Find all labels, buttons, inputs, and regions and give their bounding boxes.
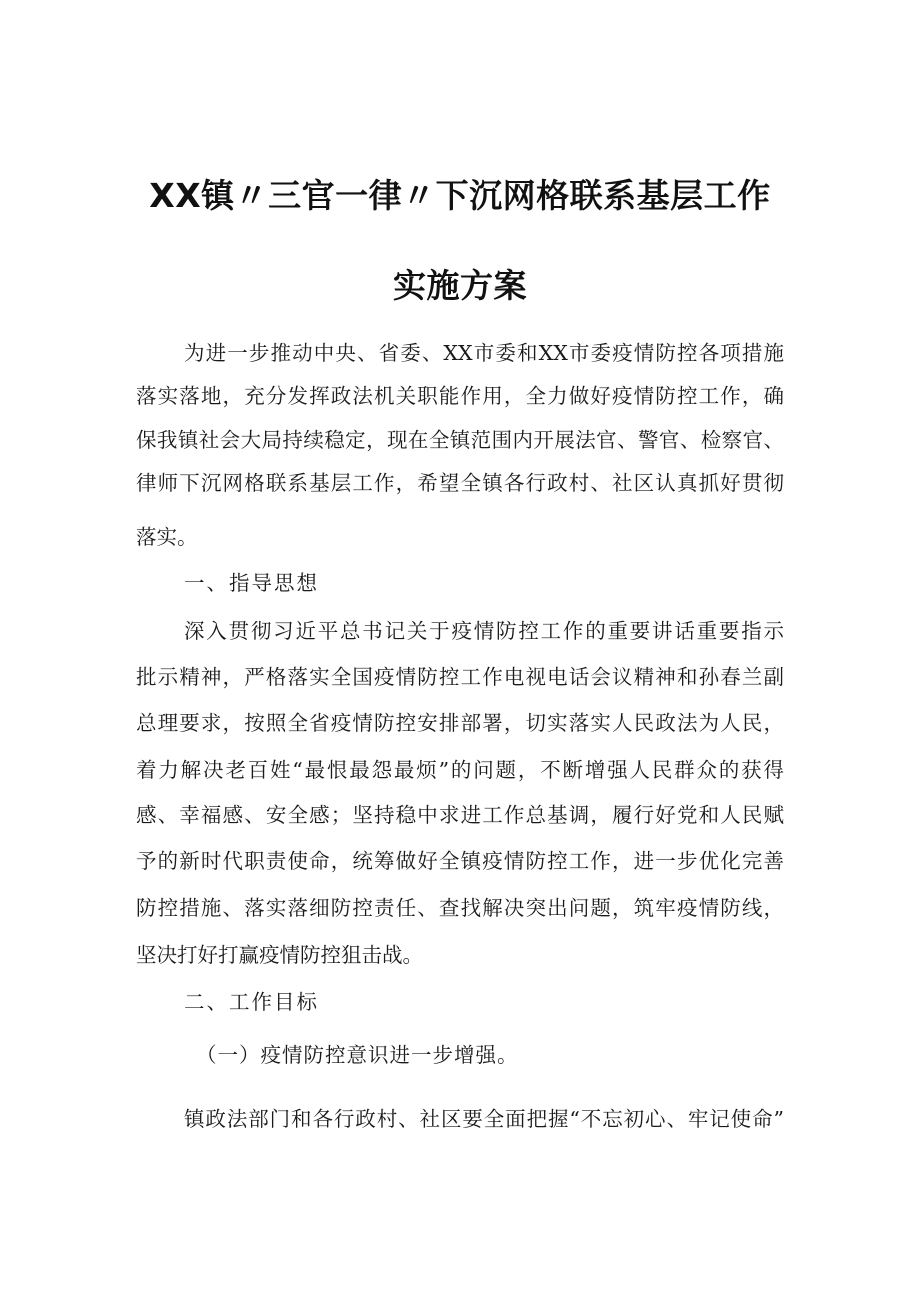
section-1-line-2: 批示精神，严格落实全国疫情防控工作电视电话会议精神和孙春兰副 [136, 665, 784, 689]
document-title-line-1: XX镇〃三官一律〃下沉网格联系基层工作 [149, 176, 771, 215]
section-2-subheading-1: （一）疫情防控意识进一步增强。 [196, 1043, 519, 1067]
section-1-line-4: 着力解决老百姓“最恨最怨最烦”的问题，不断增强人民群众的获得 [136, 758, 784, 782]
section-1-line-5: 感、幸福感、安全感；坚持稳中求进工作总基调，履行好党和人民赋 [136, 803, 784, 827]
section-1-line-6: 予的新时代职责使命，统筹做好全镇疫情防控工作，进一步优化完善 [136, 849, 784, 873]
section-1-line-8: 坚决打好打赢疫情防控狙击战。 [136, 943, 423, 967]
section-1-heading: 一、指导思想 [184, 571, 319, 595]
intro-line-4: 律师下沉网格联系基层工作，希望全镇各行政村、社区认真抓好贯彻 [136, 471, 784, 495]
intro-line-3: 保我镇社会大局持续稳定，现在全镇范围内开展法官、警官、检察官、 [136, 428, 784, 452]
section-1-line-7: 防控措施、落实落细防控责任、查找解决突出问题，筑牢疫情防线， [136, 896, 784, 920]
section-2-line-1: 镇政法部门和各行政村、社区要全面把握“不忘初心、牢记使命” [184, 1107, 784, 1131]
section-2-heading: 二、工作目标 [184, 990, 319, 1014]
intro-line-5: 落实。 [136, 525, 198, 549]
intro-line-1: 为进一步推动中央、省委、XX市委和XX市委疫情防控各项措施 [184, 341, 784, 365]
document-title-line-2: 实施方案 [393, 266, 527, 305]
section-1-line-3: 总理要求，按照全省疫情防控安排部署，切实落实人民政法为人民， [136, 711, 784, 735]
section-1-line-1: 深入贯彻习近平总书记关于疫情防控工作的重要讲话重要指示 [184, 619, 784, 643]
intro-line-2: 落实落地，充分发挥政法机关职能作用，全力做好疫情防控工作，确 [136, 384, 784, 408]
